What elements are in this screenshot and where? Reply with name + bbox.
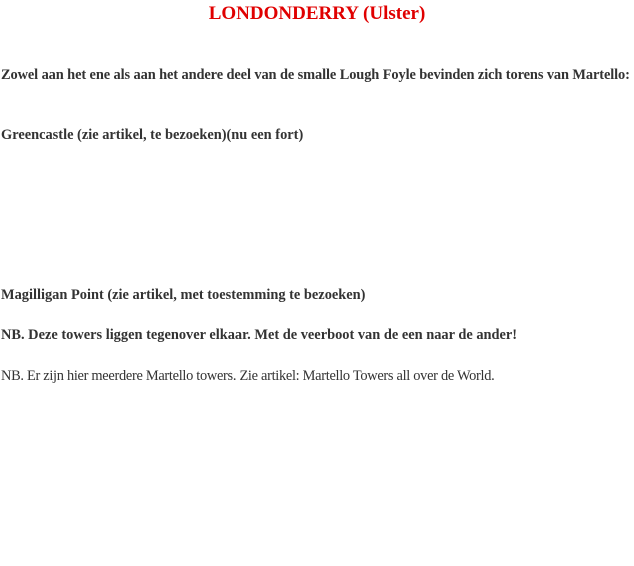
intro-paragraph: Zowel aan het ene als aan het andere deel van de smalle Lough Foyle bevinden zich torens van Martello: bbox=[1, 67, 630, 83]
martello-towers-note-paragraph: NB. Er zijn hier meerdere Martello towers. Zie artikel: Martello Towers all over de World. bbox=[1, 368, 495, 384]
page-title: LONDONDERRY (Ulster) bbox=[208, 3, 426, 24]
magilligan-point-paragraph: Magilligan Point (zie artikel, met toestemming te bezoeken) bbox=[1, 287, 366, 303]
greencastle-paragraph: Greencastle (zie artikel, te bezoeken)(nu een fort) bbox=[1, 127, 304, 143]
ferry-note-paragraph: NB. Deze towers liggen tegenover elkaar. Met de veerboot van de een naar de ander! bbox=[1, 327, 518, 343]
